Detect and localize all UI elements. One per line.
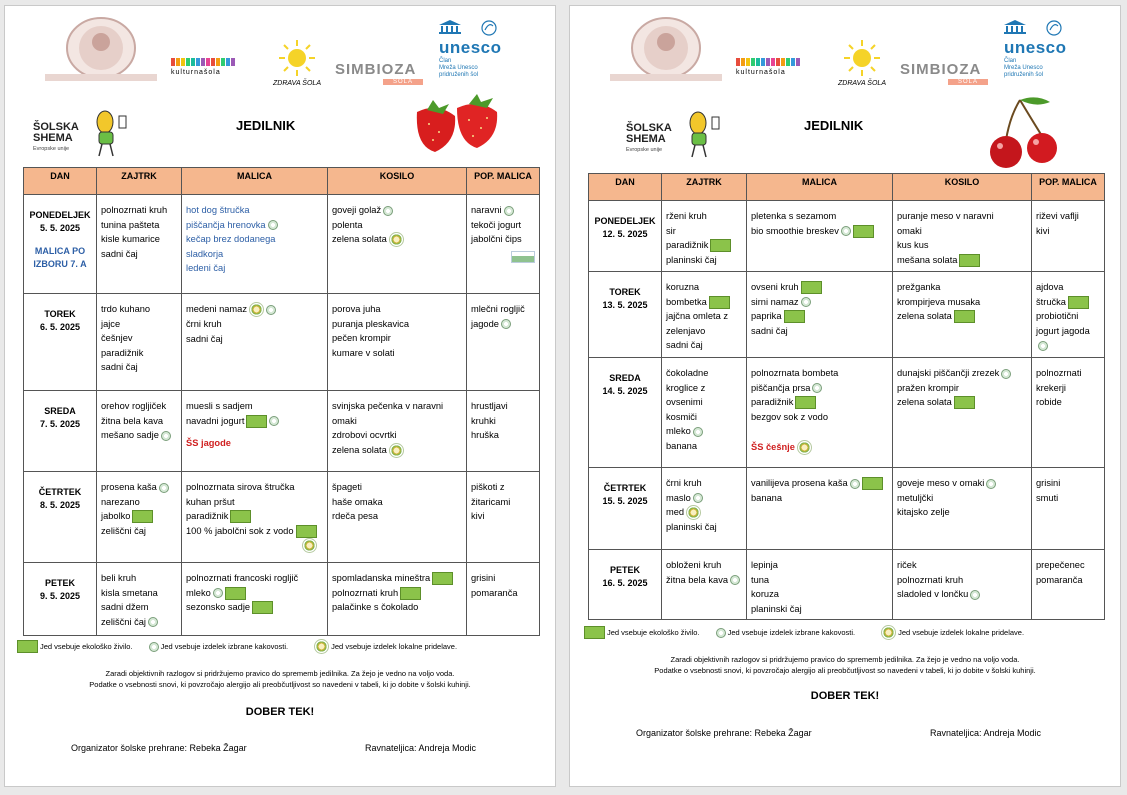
col-zajtrk: ZAJTRK [662,174,747,201]
malica-cell: polnozrnata sirova štručka kuhan pršut paradižnik 100 % jabolčni sok z vodo [182,472,328,563]
pop-malica-cell: ajdova štručka probiotični jogurt jagoda [1032,272,1105,358]
simbioza-sub: ŠOLA [948,79,988,85]
quality-icon [383,206,393,216]
table-row [24,563,540,636]
kosilo-cell: goveje meso v omaki metuljčki kitajsko zelje [893,468,1032,550]
zajtrk-cell: črni kruh maslo med planinski čaj [662,468,747,550]
quality-icon [149,642,159,652]
pop-malica-cell: piškoti z žitaricami kivi [467,472,540,563]
zajtrk-cell: trdo kuhano jajce češnjev paradižnik sadni čaj [97,294,182,391]
day-cell: PONEDELJEK 12. 5. 2025 [589,201,662,272]
eco-food-icon [801,281,822,294]
malica-cell: muesli s sadjem navadni jogurt ŠS jagode [182,391,328,472]
sun-icon [842,38,882,78]
col-malica: MALICA [182,168,328,195]
eco-food-icon [1068,296,1089,309]
local-produce-icon [389,443,404,458]
day-cell: SREDA 7. 5. 2025 [24,391,97,472]
quality-icon [850,479,860,489]
zajtrk-cell: čokoladne kroglice z ovsenimi kosmiči mleko banana [662,358,747,468]
page-title: JEDILNIK [236,118,296,133]
menu-table [23,167,540,636]
eco-food-icon [225,587,246,600]
legend [15,639,471,654]
quality-icon [213,588,223,598]
pop-malica-cell: polnozrnati krekerji robide [1032,358,1105,468]
table-row [589,358,1105,468]
eco-food-icon [17,640,38,653]
zajtrk-cell: beli kruh kisla smetana sadni džem zeliščni čaj [97,563,182,636]
zdrava-sola-text: ZDRAVA ŠOLA [273,80,321,87]
quality-icon [266,305,276,315]
col-dan: DAN [24,168,97,195]
quality-icon [693,493,703,503]
kulturna-sola-logo [171,58,235,76]
eco-food-icon [709,296,730,309]
eco-food-icon [584,626,605,639]
organizer-signature: Organizator šolske prehrane: Rebeka Žagar [71,743,247,753]
bon-appetit: DOBER TEK! [810,690,880,702]
malica-cell: vanilijeva prosena kaša banana [747,468,893,550]
quality-icon [161,431,171,441]
solska-shema-logo: ŠOLSKA SHEMA Evropske unije [33,108,123,160]
cherry-icon [980,96,1070,171]
col-zajtrk: ZAJTRK [97,168,182,195]
quality-icon [986,479,996,489]
sun-icon [277,38,317,78]
local-produce-icon [686,505,701,520]
pop-malica-cell: naravni tekoči jogurt jabolčni čips [467,195,540,294]
day-cell: PETEK 9. 5. 2025 [24,563,97,636]
quality-icon [1001,369,1011,379]
table-row [24,195,540,294]
kulturna-sola-logo [736,58,800,76]
temple-icon [1004,20,1026,34]
page-title: JEDILNIK [804,118,864,133]
pop-malica-cell: hrustljavi kruhki hruška [467,391,540,472]
principal-signature: Ravnateljica: Andreja Modic [930,728,1042,738]
unesco-logo: unesco Član Mreža Unesco pridruženih šol [439,20,529,79]
zajtrk-cell: prosena kaša narezano jabolko zeliščni čaj [97,472,182,563]
organizer-signature: Organizator šolske prehrane: Rebeka Žagar [636,728,812,738]
pop-malica-cell: grisini smuti [1032,468,1105,550]
quality-icon [269,416,279,426]
menu-page-week2 [569,5,1121,787]
legend-eco: Jed vsebuje ekološko živilo. [15,640,133,653]
notes: Zaradi objektivnih razlogov si pridržujemo pravico do sprememb jedilnika. Za žejo je vedno na voljo voda. Podatke o vsebnosti snovi, ki povzročajo alergijo ali preobčutljivost so navedeni v tabeli, ki jo dobite v šolski kuhinji. [654,655,1036,675]
legend-quality: Jed vsebuje izdelek izbrane kakovosti. [714,628,856,638]
malica-cell: lepinja tuna koruza planinski čaj [747,550,893,620]
local-produce-icon [249,302,264,317]
temple-icon [439,20,461,34]
table-header-row [589,174,1105,201]
quality-icon [812,383,822,393]
eco-food-icon [132,510,153,523]
local-produce-icon [881,625,896,640]
eco-food-icon [230,510,251,523]
malica-cell: medeni namaz črni kruh sadni čaj [182,294,328,391]
legend-eco: Jed vsebuje ekološko živilo. [582,626,700,639]
kosilo-cell: spomladanska mineštra polnozrnati kruh palačinke s čokolado [328,563,467,636]
table-row [589,468,1105,550]
quality-icon [693,427,703,437]
quality-icon [268,220,278,230]
kosilo-cell: špageti haše omaka rdeča pesa [328,472,467,563]
network-icon [481,20,497,36]
col-dan: DAN [589,174,662,201]
eco-food-icon [710,239,731,252]
principal-signature: Ravnateljica: Andreja Modic [365,743,477,753]
quality-icon [501,319,511,329]
menu-table [588,173,1105,620]
quality-icon [730,575,740,585]
table-header-row [24,168,540,195]
kosilo-cell: svinjska pečenka v naravni omaki zdrobovi ocvrtki zelena solata [328,391,467,472]
table-row [24,294,540,391]
kosilo-cell: goveji golaž polenta zelena solata [328,195,467,294]
col-kosilo: KOSILO [893,174,1032,201]
pop-malica-cell: grisini pomaranča [467,563,540,636]
quality-icon [1038,341,1048,351]
kosilo-cell: prežganka krompirjeva musaka zelena solata [893,272,1032,358]
malica-cell: ovseni kruh sirni namaz paprika sadni čaj [747,272,893,358]
kosilo-cell: riček polnozrnati kruh sladoled v lončku [893,550,1032,620]
class-choice-note: MALICA PO IZBORU 7. A [33,246,87,269]
notes: Zaradi objektivnih razlogov si pridržujemo pravico do sprememb jedilnika. Za žejo je vedno na voljo voda. Podatke o vsebnosti snovi, ki povzročajo alergijo ali preobčutljivost so navedeni v tabeli, ki jo dobite v šolski kuhinji. [89,669,471,689]
day-cell: TOREK 6. 5. 2025 [24,294,97,391]
eco-food-icon [853,225,874,238]
pop-malica-cell: mlečni rogljič jagode [467,294,540,391]
legend [582,625,1038,640]
kultura-text: kulturnašola [171,69,221,76]
simbioza-sub: ŠOLA [383,79,423,85]
school-seal-logo [41,12,161,82]
solska-shema-logo: ŠOLSKA SHEMA Evropske unije [626,109,716,161]
table-row [589,550,1105,620]
kosilo-cell: dunajski piščančji zrezek pražen krompir zelena solata [893,358,1032,468]
day-cell: SREDA 14. 5. 2025 [589,358,662,468]
kosilo-cell: porova juha puranja pleskavica pečen krompir kumare v solati [328,294,467,391]
simbioza-logo: SIMBIOZA [335,61,417,78]
legend-local: Jed vsebuje izdelek lokalne pridelave. [312,639,457,654]
table-row [589,272,1105,358]
eco-food-icon [959,254,980,267]
quality-icon [801,297,811,307]
eco-food-icon [252,601,273,614]
simbioza-logo: SIMBIOZA [900,61,982,78]
eco-food-icon [954,310,975,323]
zajtrk-cell: obloženi kruh žitna bela kava [662,550,747,620]
header-logos [5,6,555,96]
malica-cell: polnozrnati francoski rogljič mleko sezonsko sadje [182,563,328,636]
eco-food-icon [400,587,421,600]
network-icon [1046,20,1062,36]
local-produce-icon [797,440,812,455]
zdrava-sola-text: ZDRAVA ŠOLA [838,80,886,87]
col-malica: MALICA [747,174,893,201]
supplier-logo-icon [511,251,535,263]
strawberry-icon [397,94,517,154]
pop-malica-cell: riževi vaflji kivi [1032,201,1105,272]
eco-food-icon [784,310,805,323]
day-cell: PONEDELJEK 5. 5. 2025 MALICA PO IZBORU 7. A [24,195,97,294]
menu-page-week1 [4,5,556,787]
quality-icon [841,226,851,236]
mascot-icon [89,108,129,158]
zajtrk-cell: polnozrnati kruh tunina pašteta kisle kumarice sadni čaj [97,195,182,294]
eco-food-icon [862,477,883,490]
malica-cell: pletenka s sezamom bio smoothie breskev [747,201,893,272]
day-cell: ČETRTEK 15. 5. 2025 [589,468,662,550]
unesco-logo: unesco Član Mreža Unesco pridruženih šol [1004,20,1094,79]
table-row [589,201,1105,272]
local-produce-icon [389,232,404,247]
zajtrk-cell: rženi kruh sir paradižnik planinski čaj [662,201,747,272]
col-kosilo: KOSILO [328,168,467,195]
zajtrk-cell: orehov rogljiček žitna bela kava mešano sadje [97,391,182,472]
table-row [24,391,540,472]
col-pop-malica: POP. MALICA [467,168,540,195]
eco-food-icon [795,396,816,409]
eco-food-icon [246,415,267,428]
day-cell: TOREK 13. 5. 2025 [589,272,662,358]
quality-icon [970,590,980,600]
col-pop-malica: POP. MALICA [1032,174,1105,201]
quality-icon [159,483,169,493]
malica-cell: hot dog štručka piščančja hrenovka kečap brez dodanega sladkorja ledeni čaj [182,195,328,294]
kosilo-cell: puranje meso v naravni omaki kus kus mešana solata [893,201,1032,272]
mascot-icon [682,109,722,159]
day-cell: ČETRTEK 8. 5. 2025 [24,472,97,563]
zajtrk-cell: koruzna bombetka jajčna omleta z zelenjavo sadni čaj [662,272,747,358]
day-cell: PETEK 16. 5. 2025 [589,550,662,620]
eco-food-icon [954,396,975,409]
quality-icon [148,617,158,627]
school-seal-logo [606,12,726,82]
eco-food-icon [432,572,453,585]
quality-icon [504,206,514,216]
eco-food-icon [296,525,317,538]
malica-cell: polnozrnata bombeta piščančja prsa paradižnik bezgov sok z vodo ŠS češnje [747,358,893,468]
local-produce-icon [314,639,329,654]
header-logos [570,6,1120,96]
legend-local: Jed vsebuje izdelek lokalne pridelave. [879,625,1024,640]
local-produce-icon [302,538,317,553]
kultura-text: kulturnašola [736,69,786,76]
bon-appetit: DOBER TEK! [245,706,315,718]
legend-quality: Jed vsebuje izdelek izbrane kakovosti. [147,642,289,652]
quality-icon [716,628,726,638]
table-row [24,472,540,563]
pop-malica-cell: prepečenec pomaranča [1032,550,1105,620]
